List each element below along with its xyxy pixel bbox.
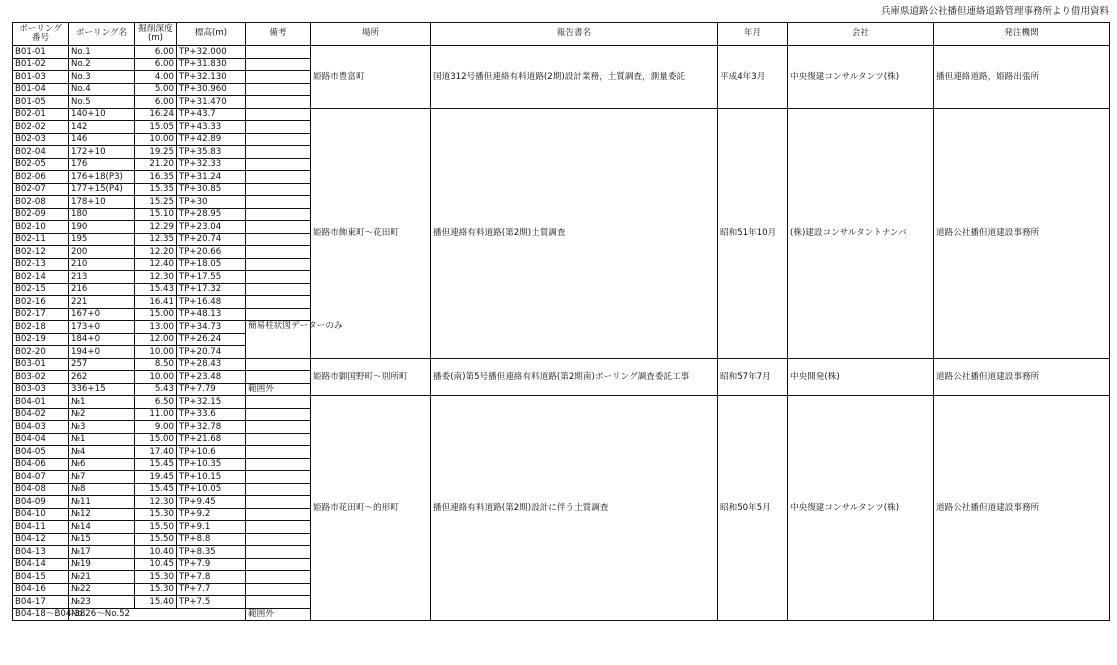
boring-id-cell: B04-11 <box>13 521 69 534</box>
boring-name-cell: №4 <box>69 446 135 459</box>
boring-id-cell: B04-07 <box>13 471 69 484</box>
boring-name-cell: 178+10 <box>69 196 135 209</box>
table-row <box>13 108 1110 121</box>
elevation-cell: TP+7.79 <box>177 383 246 396</box>
depth-cell: 12.30 <box>135 271 177 284</box>
note-cell <box>246 558 311 571</box>
company-cell: 中央復建コンサルタンツ(株) <box>788 396 934 621</box>
depth-cell: 10.45 <box>135 558 177 571</box>
depth-cell: 8.50 <box>135 358 177 371</box>
boring-id-cell: B03-01 <box>13 358 69 371</box>
place-cell: 姫路市豊富町 <box>311 46 431 109</box>
boring-name-cell: 200 <box>69 246 135 259</box>
boring-name-cell: 194+0 <box>69 346 135 359</box>
note-cell <box>246 233 311 246</box>
boring-id-cell: B04-13 <box>13 546 69 559</box>
header-report: 報告書名 <box>431 23 718 46</box>
report-cell: 国道312号播但連絡有料道路(2期)設計業務，土質調査，測量委託 <box>431 46 718 109</box>
boring-name-cell: 172+10 <box>69 146 135 159</box>
elevation-cell: TP+28.95 <box>177 208 246 221</box>
note-cell <box>246 596 311 609</box>
elevation-cell: TP+7.8 <box>177 571 246 584</box>
boring-id-cell: B02-16 <box>13 296 69 309</box>
boring-id-cell: B02-06 <box>13 171 69 184</box>
boring-name-cell: №6 <box>69 458 135 471</box>
boring-id-cell: B02-01 <box>13 108 69 121</box>
header-row <box>13 23 1110 46</box>
boring-id-cell: B04-10 <box>13 508 69 521</box>
date-cell: 昭和57年7月 <box>718 358 788 396</box>
boring-name-cell: 146 <box>69 133 135 146</box>
depth-cell: 16.41 <box>135 296 177 309</box>
boring-id-cell: B04-15 <box>13 571 69 584</box>
elevation-cell: TP+16.48 <box>177 296 246 309</box>
elevation-cell: TP+21.68 <box>177 433 246 446</box>
elevation-cell: TP+9.2 <box>177 508 246 521</box>
note-cell <box>246 458 311 471</box>
depth-cell: 10.00 <box>135 133 177 146</box>
elevation-cell: TP+23.04 <box>177 221 246 234</box>
boring-name-cell: 190 <box>69 221 135 234</box>
note-cell <box>246 146 311 159</box>
date-cell: 平成4年3月 <box>718 46 788 109</box>
boring-id-cell: B02-20 <box>13 346 69 359</box>
boring-name-cell: No.1 <box>69 46 135 59</box>
client-cell: 道路公社播但道建設事務所 <box>934 396 1110 621</box>
depth-cell: 15.50 <box>135 521 177 534</box>
elevation-cell: TP+20.66 <box>177 246 246 259</box>
depth-cell: 12.35 <box>135 233 177 246</box>
boring-name-cell: №1 <box>69 396 135 409</box>
boring-name-cell: 173+0 <box>69 321 135 334</box>
client-cell: 播但連絡道路，姫路出張所 <box>934 46 1110 109</box>
depth-cell: 11.00 <box>135 408 177 421</box>
elevation-cell: TP+28.43 <box>177 358 246 371</box>
depth-cell: 16.24 <box>135 108 177 121</box>
boring-id-cell: B02-08 <box>13 196 69 209</box>
note-cell <box>246 46 311 59</box>
elevation-cell: TP+17.55 <box>177 271 246 284</box>
boring-id-cell: B04-16 <box>13 583 69 596</box>
depth-cell: 10.00 <box>135 371 177 384</box>
client-cell: 道路公社播但道建設事務所 <box>934 358 1110 396</box>
depth-cell: 19.45 <box>135 471 177 484</box>
elevation-cell: TP+35.83 <box>177 146 246 159</box>
elevation-cell: TP+9.45 <box>177 496 246 509</box>
boring-id-cell: B04-05 <box>13 446 69 459</box>
note-cell <box>246 108 311 121</box>
boring-id-cell: B03-03 <box>13 383 69 396</box>
depth-cell: 6.00 <box>135 58 177 71</box>
boring-id-cell: B04-04 <box>13 433 69 446</box>
note-cell <box>246 171 311 184</box>
boring-name-cell: 213 <box>69 271 135 284</box>
boring-table <box>12 22 1110 621</box>
elevation-cell: TP+31.24 <box>177 171 246 184</box>
header-client: 発注機関 <box>934 23 1110 46</box>
boring-name-cell: №12 <box>69 508 135 521</box>
boring-name-cell: 195 <box>69 233 135 246</box>
boring-id-cell: B04-14 <box>13 558 69 571</box>
note-cell <box>246 121 311 134</box>
boring-id-cell: B04-01 <box>13 396 69 409</box>
boring-name-cell: 257 <box>69 358 135 371</box>
elevation-cell: TP+31.470 <box>177 96 246 109</box>
boring-id-cell: B04-03 <box>13 421 69 434</box>
elevation-cell: TP+34.73 <box>177 321 246 334</box>
boring-name-cell: 177+15(P4) <box>69 183 135 196</box>
note-cell <box>246 533 311 546</box>
elevation-cell: TP+43.7 <box>177 108 246 121</box>
report-cell: 播但連絡有料道路(第2期)土質調査 <box>431 108 718 358</box>
note-cell <box>246 496 311 509</box>
depth-cell: 5.00 <box>135 83 177 96</box>
note-cell <box>246 433 311 446</box>
table-body <box>13 46 1110 621</box>
boring-name-cell: 140+10 <box>69 108 135 121</box>
boring-id-cell: B04-02 <box>13 408 69 421</box>
company-cell: (株)建設コンサルタントナンバ <box>788 108 934 358</box>
place-cell: 姫路市花田町～的形町 <box>311 396 431 621</box>
boring-id-cell: B02-05 <box>13 158 69 171</box>
depth-cell: 15.30 <box>135 508 177 521</box>
boring-id-cell: B04-08 <box>13 483 69 496</box>
boring-name-cell: №3 <box>69 421 135 434</box>
elevation-cell: TP+30 <box>177 196 246 209</box>
depth-cell: 5.43 <box>135 383 177 396</box>
depth-cell: 16.35 <box>135 171 177 184</box>
depth-cell: 12.40 <box>135 258 177 271</box>
note-cell <box>246 283 311 296</box>
depth-cell: 15.00 <box>135 308 177 321</box>
boring-name-cell: №21 <box>69 571 135 584</box>
depth-cell: 10.00 <box>135 346 177 359</box>
depth-cell: 6.00 <box>135 96 177 109</box>
depth-cell: 15.35 <box>135 183 177 196</box>
elevation-cell: TP+10.15 <box>177 471 246 484</box>
elevation-cell: TP+18.05 <box>177 258 246 271</box>
note-cell <box>246 83 311 96</box>
boring-id-cell: B02-03 <box>13 133 69 146</box>
boring-id-cell: B02-19 <box>13 333 69 346</box>
boring-id-cell: B02-15 <box>13 283 69 296</box>
elevation-cell: TP+30.85 <box>177 183 246 196</box>
depth-cell: 12.30 <box>135 496 177 509</box>
elevation-cell: TP+26.24 <box>177 333 246 346</box>
boring-id-cell: B04-09 <box>13 496 69 509</box>
place-cell: 姫路市飾東町～花田町 <box>311 108 431 358</box>
elevation-cell: TP+10.6 <box>177 446 246 459</box>
header-place: 場所 <box>311 23 431 46</box>
header-note: 備考 <box>246 23 311 46</box>
report-cell: 播但連絡有料道路(第2期)設計に伴う土質調査 <box>431 396 718 621</box>
boring-name-cell: №19 <box>69 558 135 571</box>
boring-id-cell: B02-14 <box>13 271 69 284</box>
boring-id-cell: B02-17 <box>13 308 69 321</box>
elevation-cell: TP+43.33 <box>177 121 246 134</box>
elevation-cell: TP+10.05 <box>177 483 246 496</box>
header-company: 会社 <box>788 23 934 46</box>
boring-name-cell: No.26～No.52 <box>69 608 246 621</box>
boring-name-cell: №11 <box>69 496 135 509</box>
boring-name-cell: No.5 <box>69 96 135 109</box>
note-cell <box>246 571 311 584</box>
boring-name-cell: №1 <box>69 433 135 446</box>
elevation-cell: TP+32.130 <box>177 71 246 84</box>
date-cell: 昭和50年5月 <box>718 396 788 621</box>
boring-id-cell: B03-02 <box>13 371 69 384</box>
depth-cell: 15.25 <box>135 196 177 209</box>
elevation-cell: TP+32.15 <box>177 396 246 409</box>
depth-cell: 15.30 <box>135 571 177 584</box>
boring-id-cell: B04-17 <box>13 596 69 609</box>
boring-id-cell: B02-07 <box>13 183 69 196</box>
table-row <box>13 358 1110 371</box>
elevation-cell: TP+20.74 <box>177 346 246 359</box>
depth-cell: 13.00 <box>135 321 177 334</box>
elevation-cell: TP+32.78 <box>177 421 246 434</box>
note-cell <box>246 358 311 371</box>
header-depth: 掘削深度(m) <box>135 23 177 46</box>
boring-name-cell: №17 <box>69 546 135 559</box>
depth-cell: 21.20 <box>135 158 177 171</box>
boring-id-cell: B01-01 <box>13 46 69 59</box>
boring-name-cell: 176+18(P3) <box>69 171 135 184</box>
note-cell <box>246 508 311 521</box>
boring-name-cell: 221 <box>69 296 135 309</box>
boring-id-cell: B02-02 <box>13 121 69 134</box>
boring-id-cell: B04-12 <box>13 533 69 546</box>
depth-cell: 15.50 <box>135 533 177 546</box>
boring-name-cell: No.3 <box>69 71 135 84</box>
depth-cell: 10.40 <box>135 546 177 559</box>
depth-cell: 19.25 <box>135 146 177 159</box>
depth-cell: 15.40 <box>135 596 177 609</box>
note-cell <box>246 196 311 209</box>
depth-cell: 15.00 <box>135 433 177 446</box>
table-row <box>13 396 1110 409</box>
boring-name-cell: №8 <box>69 483 135 496</box>
depth-cell: 15.10 <box>135 208 177 221</box>
note-cell <box>246 246 311 259</box>
boring-id-cell: B01-02 <box>13 58 69 71</box>
elevation-cell: TP+17.32 <box>177 283 246 296</box>
elevation-cell: TP+23.48 <box>177 371 246 384</box>
note-cell <box>246 96 311 109</box>
boring-id-cell: B02-11 <box>13 233 69 246</box>
place-cell: 姫路市御国野町～別所町 <box>311 358 431 396</box>
boring-name-cell: No.4 <box>69 83 135 96</box>
boring-id-cell: B02-18 <box>13 321 69 334</box>
date-cell: 昭和51年10月 <box>718 108 788 358</box>
depth-cell: 4.00 <box>135 71 177 84</box>
header-elevation: 標高(m) <box>177 23 246 46</box>
boring-id-cell: B04-18～B04-38 <box>13 608 69 621</box>
note-cell <box>246 58 311 71</box>
note-cell <box>246 71 311 84</box>
depth-cell: 12.00 <box>135 333 177 346</box>
note-cell <box>246 446 311 459</box>
depth-cell: 15.45 <box>135 483 177 496</box>
boring-name-cell: №15 <box>69 533 135 546</box>
elevation-cell: TP+8.8 <box>177 533 246 546</box>
note-cell <box>246 258 311 271</box>
boring-name-cell: 176 <box>69 158 135 171</box>
note-cell <box>246 396 311 409</box>
boring-name-cell: 167+0 <box>69 308 135 321</box>
depth-cell: 15.43 <box>135 283 177 296</box>
note-cell: 簡易柱状図データーのみ <box>246 321 311 359</box>
depth-cell: 6.50 <box>135 396 177 409</box>
company-cell: 中央開発(株) <box>788 358 934 396</box>
boring-name-cell: №2 <box>69 408 135 421</box>
note-cell <box>246 158 311 171</box>
note-cell <box>246 521 311 534</box>
note-cell <box>246 133 311 146</box>
note-cell <box>246 371 311 384</box>
elevation-cell: TP+7.9 <box>177 558 246 571</box>
elevation-cell: TP+7.5 <box>177 596 246 609</box>
boring-name-cell: №7 <box>69 471 135 484</box>
note-cell <box>246 271 311 284</box>
boring-id-cell: B02-09 <box>13 208 69 221</box>
depth-cell: 9.00 <box>135 421 177 434</box>
boring-id-cell: B02-13 <box>13 258 69 271</box>
boring-name-cell: 216 <box>69 283 135 296</box>
depth-cell: 6.00 <box>135 46 177 59</box>
company-cell: 中央復建コンサルタンツ(株) <box>788 46 934 109</box>
boring-id-cell: B04-06 <box>13 458 69 471</box>
elevation-cell: TP+31.830 <box>177 58 246 71</box>
elevation-cell: TP+8.35 <box>177 546 246 559</box>
note-cell <box>246 421 311 434</box>
boring-name-cell: №14 <box>69 521 135 534</box>
note-cell <box>246 308 311 321</box>
elevation-cell: TP+9.1 <box>177 521 246 534</box>
boring-name-cell: 180 <box>69 208 135 221</box>
elevation-cell: TP+32.33 <box>177 158 246 171</box>
note-cell <box>246 583 311 596</box>
note-cell <box>246 546 311 559</box>
boring-name-cell: №23 <box>69 596 135 609</box>
elevation-cell: TP+20.74 <box>177 233 246 246</box>
note-cell <box>246 183 311 196</box>
boring-name-cell: 210 <box>69 258 135 271</box>
boring-name-cell: 142 <box>69 121 135 134</box>
elevation-cell: TP+10.35 <box>177 458 246 471</box>
boring-name-cell: 336+15 <box>69 383 135 396</box>
note-cell <box>246 408 311 421</box>
depth-cell: 12.20 <box>135 246 177 259</box>
elevation-cell: TP+33.6 <box>177 408 246 421</box>
note-cell <box>246 483 311 496</box>
elevation-cell: TP+42.89 <box>177 133 246 146</box>
depth-cell: 17.40 <box>135 446 177 459</box>
boring-id-cell: B01-05 <box>13 96 69 109</box>
note-cell <box>246 221 311 234</box>
header-boring-id: ボーリング番号 <box>13 23 69 46</box>
depth-cell: 12.29 <box>135 221 177 234</box>
source-note: 兵庫県道路公社播但連絡道路管理事務所より借用資料 <box>880 6 1109 17</box>
elevation-cell: TP+48.13 <box>177 308 246 321</box>
table-row <box>13 46 1110 59</box>
note-cell: 範囲外 <box>246 608 311 621</box>
elevation-cell: TP+7.7 <box>177 583 246 596</box>
elevation-cell: TP+30.960 <box>177 83 246 96</box>
boring-name-cell: 262 <box>69 371 135 384</box>
boring-id-cell: B02-12 <box>13 246 69 259</box>
boring-name-cell: No.2 <box>69 58 135 71</box>
depth-cell: 15.30 <box>135 583 177 596</box>
boring-name-cell: №22 <box>69 583 135 596</box>
boring-id-cell: B01-04 <box>13 83 69 96</box>
boring-id-cell: B02-10 <box>13 221 69 234</box>
boring-id-cell: B01-03 <box>13 71 69 84</box>
note-cell <box>246 296 311 309</box>
depth-cell: 15.05 <box>135 121 177 134</box>
note-cell <box>246 471 311 484</box>
client-cell: 道路公社播但道建設事務所 <box>934 108 1110 358</box>
boring-id-cell: B02-04 <box>13 146 69 159</box>
note-cell <box>246 208 311 221</box>
boring-name-cell: 184+0 <box>69 333 135 346</box>
note-cell: 範囲外 <box>246 383 311 396</box>
depth-cell: 15.45 <box>135 458 177 471</box>
report-cell: 播委(南)第5号播但連絡有料道路(第2期南)ボーリング調査委託工事 <box>431 358 718 396</box>
header-boring-name: ボーリング名 <box>69 23 135 46</box>
header-date: 年月 <box>718 23 788 46</box>
elevation-cell: TP+32.000 <box>177 46 246 59</box>
